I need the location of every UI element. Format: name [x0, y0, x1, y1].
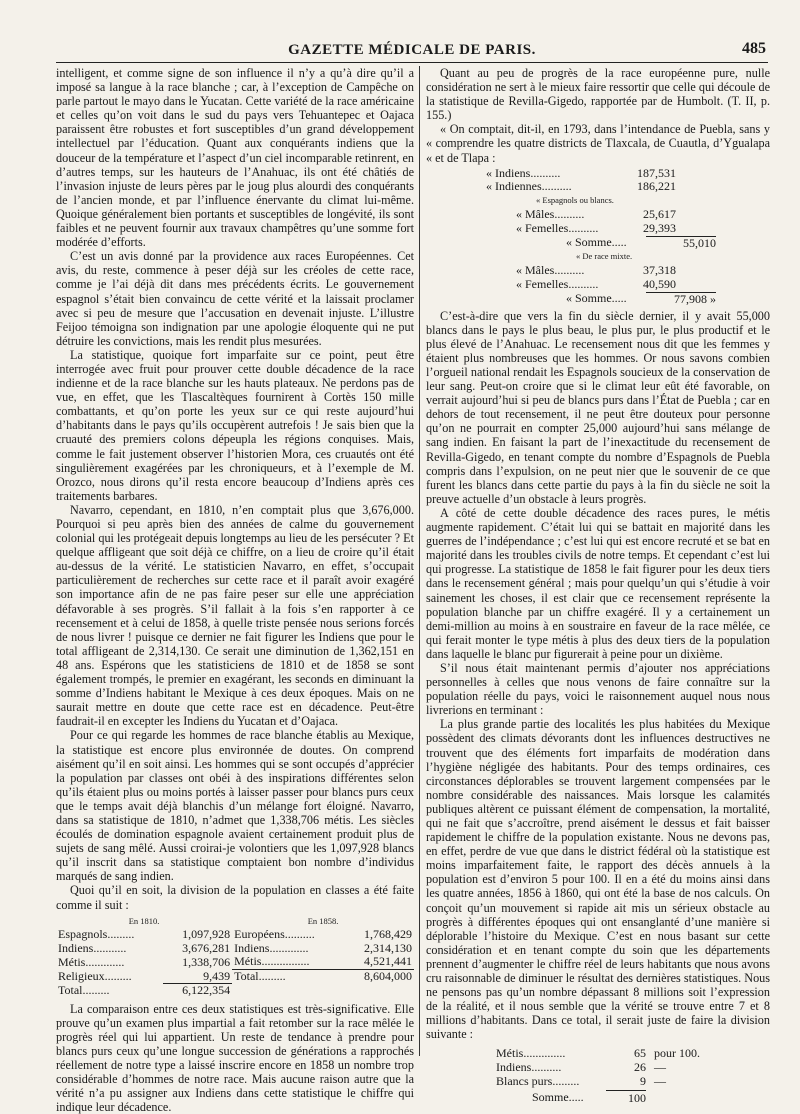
paragraph: La statistique, quoique fort imparfaite sur ce point, peut être interrogée avec fruit pour prouver cette double décadence de la race indienne et de la race blanche sur les hauts plateaux. Ne perdons pas de vue, en effet, que les Tlascaltèques fournirent à Cortès 150 mille combattants, et qu’on porte les yeux sur ce qui reste aujourd’hui d’habitants dans le pays qu’ils occupèrent autrefois ! Je sais bien que la cruauté des premiers colons dépeupla les régions conquises. Mais, comme le fait justement observer l’historien Mora, ces cruautés ont été singulièrement exagérées par les chroniqueurs, et à l’exemple de M. Orozco, nous dirons qu’il resta encore beaucoup d’Indiens après ces traitements barbares. — [56, 347, 414, 503]
division-label: Blancs purs......... — [496, 1073, 580, 1088]
stat-value: 40,590 — [643, 277, 676, 292]
table-row — [56, 955, 414, 969]
stat-label: « Femelles.......... — [516, 277, 599, 292]
table-row — [56, 942, 414, 956]
stat-label: « Mâles.......... — [516, 263, 585, 278]
table-cell: 4,521,441 — [364, 954, 412, 969]
division-label: Métis.............. — [496, 1045, 566, 1060]
stat-value: 77,908 » — [646, 292, 716, 307]
stat-subheading: « Espagnols ou blancs. — [536, 195, 614, 206]
table-cell: Espagnols......... — [58, 927, 135, 942]
paragraph: Quant au peu de progrès de la race européenne pure, nulle considération ne sert à le mieux faire ressortir que celle qui découle de la statistique de Revilla-Gigedo, rapportée par de Humbolt. (T. II, p. 155.) — [426, 66, 770, 123]
total-1810: 6,122,354 — [163, 984, 232, 998]
paragraph: La comparaison entre ces deux statistiques est très-significative. Elle prouve qu’un examen plus impartial a fait retomber sur la race mêlée le progrès réel qui lui appartient. Un reste de tendance à prendre pour blancs purs ceux qu’une longue succession de générations a rapprochés réellement de notre type a laissé inscrire encore en 1858 un nombre trop considérable d’hommes de notre race. Mais aucune raison autre que la vérité n’a pu assigner aux Indiens dans cette statistique le chiffre qui indique leur décadence. — [56, 1001, 414, 1114]
stat-value: 37,318 — [643, 263, 676, 278]
table-cell: 3,676,281 — [182, 940, 231, 955]
paragraph: La plus grande partie des localités les plus habitées du Mexique possèdent des climats dévorants dont les influences destructives ne trouvent que des éléments fort imparfaits de modération dans l’hygiène négligée des habitants. Pour des temps ordinaires, ces circonstances déplorables se trouvent largement compensées par le nombre considérable des naissances. Mais lorsque les calamités publiques altèrent ce puissant élément de compensation, la mortalité, qui ne fait que s’accroître, prend aisément le dessus et fait baisser rapidement le chiffre de la population existante. Nous ne devons pas, en effet, perdre de vue que dans le district fédéral où la statistique est moins imparfaitement faite, le rapport des décès annuels à la population est d’environ 5 pour 100. Il en a été du moins ainsi dans les quatre années, 1856 à 1860, qui ont été la base de nos calculs. On conçoit qu’un mouvement si rapide ait mis un sérieux obstacle au progrès à différentes époques qui ont ensanglanté d’une manière si déplorable l’histoire du Mexique. C’est en nous basant sur cette considération et en tenant compte du soin que les départements prennent d’augmenter le chiffre réel de leurs habitants que nous avons cru raisonnable de diminuer le résultat des dernières statistiques. Nous ne pensons pas qu’un nombre dépassant 8 millions soit l’expression de la réalité, et il nous semble que la vérité se trouve entre 7 et 8 millions d’habitants. Dans ce total, il serait juste de faire la division suivante : — [426, 717, 770, 1042]
total-label-1858: Total......... — [232, 970, 345, 984]
stat-subheading: « De race mixte. — [576, 251, 633, 262]
left-column — [56, 66, 414, 1114]
journal-title: GAZETTE MÉDICALE DE PARIS. — [288, 42, 536, 58]
stat-label: « Indiennes.......... — [486, 179, 572, 194]
division-unit: — — [654, 1059, 666, 1074]
paragraph: intelligent, et comme signe de son influence il n’y a qu’à dire qu’il a imposé sa langue à la race blanche ; car, à l’exception de Campêche on parle partout le mayo dans le Yucatan. Cette variété de la race américaine et celles qu’on voit dans le sud du pays vers Tehuantepec et Oajaca paraissent être robustes et fort susceptibles d’un grand développement intellectuel par l’éducation. Quant aux conquérants indiens que la douceur de la température et l’aspect d’un ciel incomparable retinrent, en d’autres temps, sur les hauteurs de l’Anahuac, ils ont été châtiés de l’invasion injuste de leurs pères par le joug plus alourdi des conquérants de l’ancien monde, et par l’influence énervante du climat lui-même. Quoique généralement bien portants et susceptibles de longévité, ils sont faibles et ne peuvent fournir aux travaux champêtres qu’une somme fort modérée d’efforts. — [56, 66, 414, 250]
division-unit: pour 100. — [654, 1045, 700, 1060]
table-cell: 1,768,429 — [364, 927, 412, 942]
table-header-1810: En 1810. — [128, 915, 160, 926]
stat-label: « Somme..... — [566, 290, 627, 305]
table-cell: Religieux......... — [58, 968, 132, 983]
paragraph: « On comptait, dit-il, en 1793, dans l’intendance de Puebla, sans y « comprendre les quatre districts de Tlaxcala, de Cuautla, d’Ygualapa « et de Tlapa : — [426, 122, 770, 165]
division-label: Indiens.......... — [496, 1059, 562, 1074]
paragraph: Pour ce qui regarde les hommes de race blanche établis au Mexique, la statistique est encore plus environnée de doutes. On comprend aisément qu’il en soit ainsi. Les hommes qui se sont occupés d’apprécier la population par classes ont obéi à des inspirations différentes selon qu’ils étaient plus ou moins portés à laisser passer pour blancs purs ceux que le temps avait déjà blanchis d’un mélange fort éloigné. Navarro, dans sa statistique de 1810, n’admet que 1,338,706 métis. Les siècles écoulés de domination espagnole avaient certainement produit plus de sujets de sang mêlé. Aussi croirai-je volontiers que les 1,097,928 blancs qu’il inscrit dans sa statistique comptaient bon nombre d’individus marqués de sang indien. — [56, 728, 414, 884]
column-divider — [419, 66, 420, 1056]
stat-label: « Femelles.......... — [516, 220, 599, 235]
table-cell: 1,338,706 — [182, 954, 231, 969]
table-cell: Métis............. — [58, 954, 125, 969]
table-row — [56, 928, 414, 942]
stat-value: 29,393 — [643, 220, 676, 235]
table-cell: Indiens........... — [58, 940, 127, 955]
paragraph: C’est un avis donné par la providence aux races Européennes. Cet avis, du reste, commence à peser déjà sur les créoles de cette race, comme je l’ai déjà dit dans mes précédents écrits. Le gouvernement espagnol s’était bien convaincu de cette vérité et la laissait proclamer avec si peu de mesure que l’accusation en devenait injuste. L’illustre Feijoo témoigna son indignation par une apologie éloquente qui ne put détruire les convictions, mais les rendit plus mesurées. — [56, 249, 414, 348]
total-1858: 8,604,000 — [345, 970, 414, 984]
stat-value: 187,531 — [637, 165, 676, 180]
stat-label: « Mâles.......... — [516, 207, 585, 222]
stat-label: « Indiens.......... — [486, 165, 561, 180]
stat-label: « Somme..... — [566, 234, 627, 249]
stat-value: 55,010 — [646, 236, 716, 251]
paragraph: Quoi qu’il en soit, la division de la population en classes a été faite comme il suit : — [56, 883, 414, 912]
table-cell: Indiens............. — [234, 940, 309, 955]
puebla-statistics — [426, 167, 770, 307]
division-value: 100 — [606, 1090, 646, 1105]
stat-value: 25,617 — [643, 207, 676, 222]
division-value: 26 — [634, 1059, 646, 1074]
paragraph: S’il nous était maintenant permis d’ajouter nos appréciations personnelles à celles que nous venons de faire connaître sur la population réelle du pays, voici le raisonnement auquel nous nous livrerions en terminant : — [426, 660, 770, 718]
table-row — [56, 984, 414, 998]
division-unit: — — [654, 1073, 666, 1088]
table-cell: 2,314,130 — [364, 940, 412, 955]
population-table — [56, 915, 414, 998]
paragraph: C’est-à-dire que vers la fin du siècle dernier, il y avait 55,000 blancs dans le pays le plus beau, le plus pur, le plus productif et le plus élevé de l’Anahuac. Le recensement nous dit que les femmes y étaient plus nombreuses que les hommes. Or nous savons combien l’orgueil national rendait les Espagnols soucieux de la conservation de leur sang. Peut-on croire que si le climat leur eût été favorable, on verrait aujourd’hui si peu de blancs purs dans l’État de Puebla ; car en dehors de tout recensement, il ne peut être douteux pour personne qu’on ne pourrait en compter 25,000 aujourd’hui sans mélange de sang indien. En faisant la part de l’inexactitude du recensement de Revilla-Gigedo, en tenant compte du nombre d’Espagnols de Puebla compris dans l’expulsion, on ne peut nier que le souvenir de ce que furent les blancs dans cette partie du pays à la fin du siècle ne soit la preuve actuelle d’un obstacle à leurs progrès. — [426, 308, 770, 506]
division-label: Somme..... — [532, 1089, 584, 1104]
paragraph: A côté de cette double décadence des races pures, le métis augmente rapidement. C’était lui qui se battait en majorité dans les guerres de l’indépendance ; c’est lui qui est encore recruté et se bat en majorité dans les troubles civils de notre temps. Et cependant c’est lui qui progresse. La statistique de 1858 le fait figurer pour les deux tiers dans le recensement général ; mais pour quelqu’un qui s’étudie à voir sainement les choses, il est clair que ce recensement représente la population blanche par un chiffre exagéré. Il y a certainement un demi-million au moins à en soustraire en faveur de la race mêlée, ce qui ferait monter le type métis à plus des deux tiers de la population dans laquelle le blanc pur figurerait à peine pour un dixième. — [426, 505, 770, 661]
division-value: 9 — [640, 1073, 646, 1088]
table-cell: Européens.......... — [234, 927, 315, 942]
right-column — [426, 66, 770, 1105]
paragraph: Navarro, cependant, en 1810, n’en comptait plus que 3,676,000. Pourquoi si peu après bien des années de calme du gouvernement colonial qui les protégeait depuis longtemps au lieu de les persécuter ? Et quelque affligeant que soit déjà ce chiffre, on a lieu de croire qu’il était au-dessus de la vérité. Le statisticien Navarro, en effet, s’occupait particulièrement de recherches sur cette race et il paraît avoir exagéré son importance afin de ne pas faire peser sur elle une appréciation défavorable à ses progrès. S’il fallait à la fois s’en rapporter à ce recensement et à celui de 1858, à quelle triste pensée nous serions forcés de nous livrer ! puisque ce dernier ne fait figurer les Indiens que pour le total affligeant de 2,314,130. Ce serait une diminution de 1,362,151 en 48 ans. Espérons que les statisticiens de 1810 et de 1858 se sont également trompés, le premier en exagérant, les seconds en diminuant la somme d’Indiens habitant le Mexique à ces deux époques. Mais on ne saurait mettre en doute que cette race est en décadence. Peut-être faudrait-il en excepter les Indiens du Yucatan et d’Oajaca. — [56, 502, 414, 729]
table-header-1858: En 1858. — [307, 915, 339, 926]
total-label-1810: Total......... — [58, 982, 110, 997]
table-row — [56, 970, 414, 984]
stat-value: 186,221 — [637, 179, 676, 194]
table-cell: Métis................ — [234, 954, 310, 969]
table-cell: 1,097,928 — [182, 927, 231, 942]
population-division — [496, 1046, 770, 1105]
table-cell: 9,439 — [203, 968, 231, 983]
division-value: 65 — [634, 1045, 646, 1060]
page-header — [56, 40, 768, 63]
page-number: 485 — [742, 40, 766, 57]
